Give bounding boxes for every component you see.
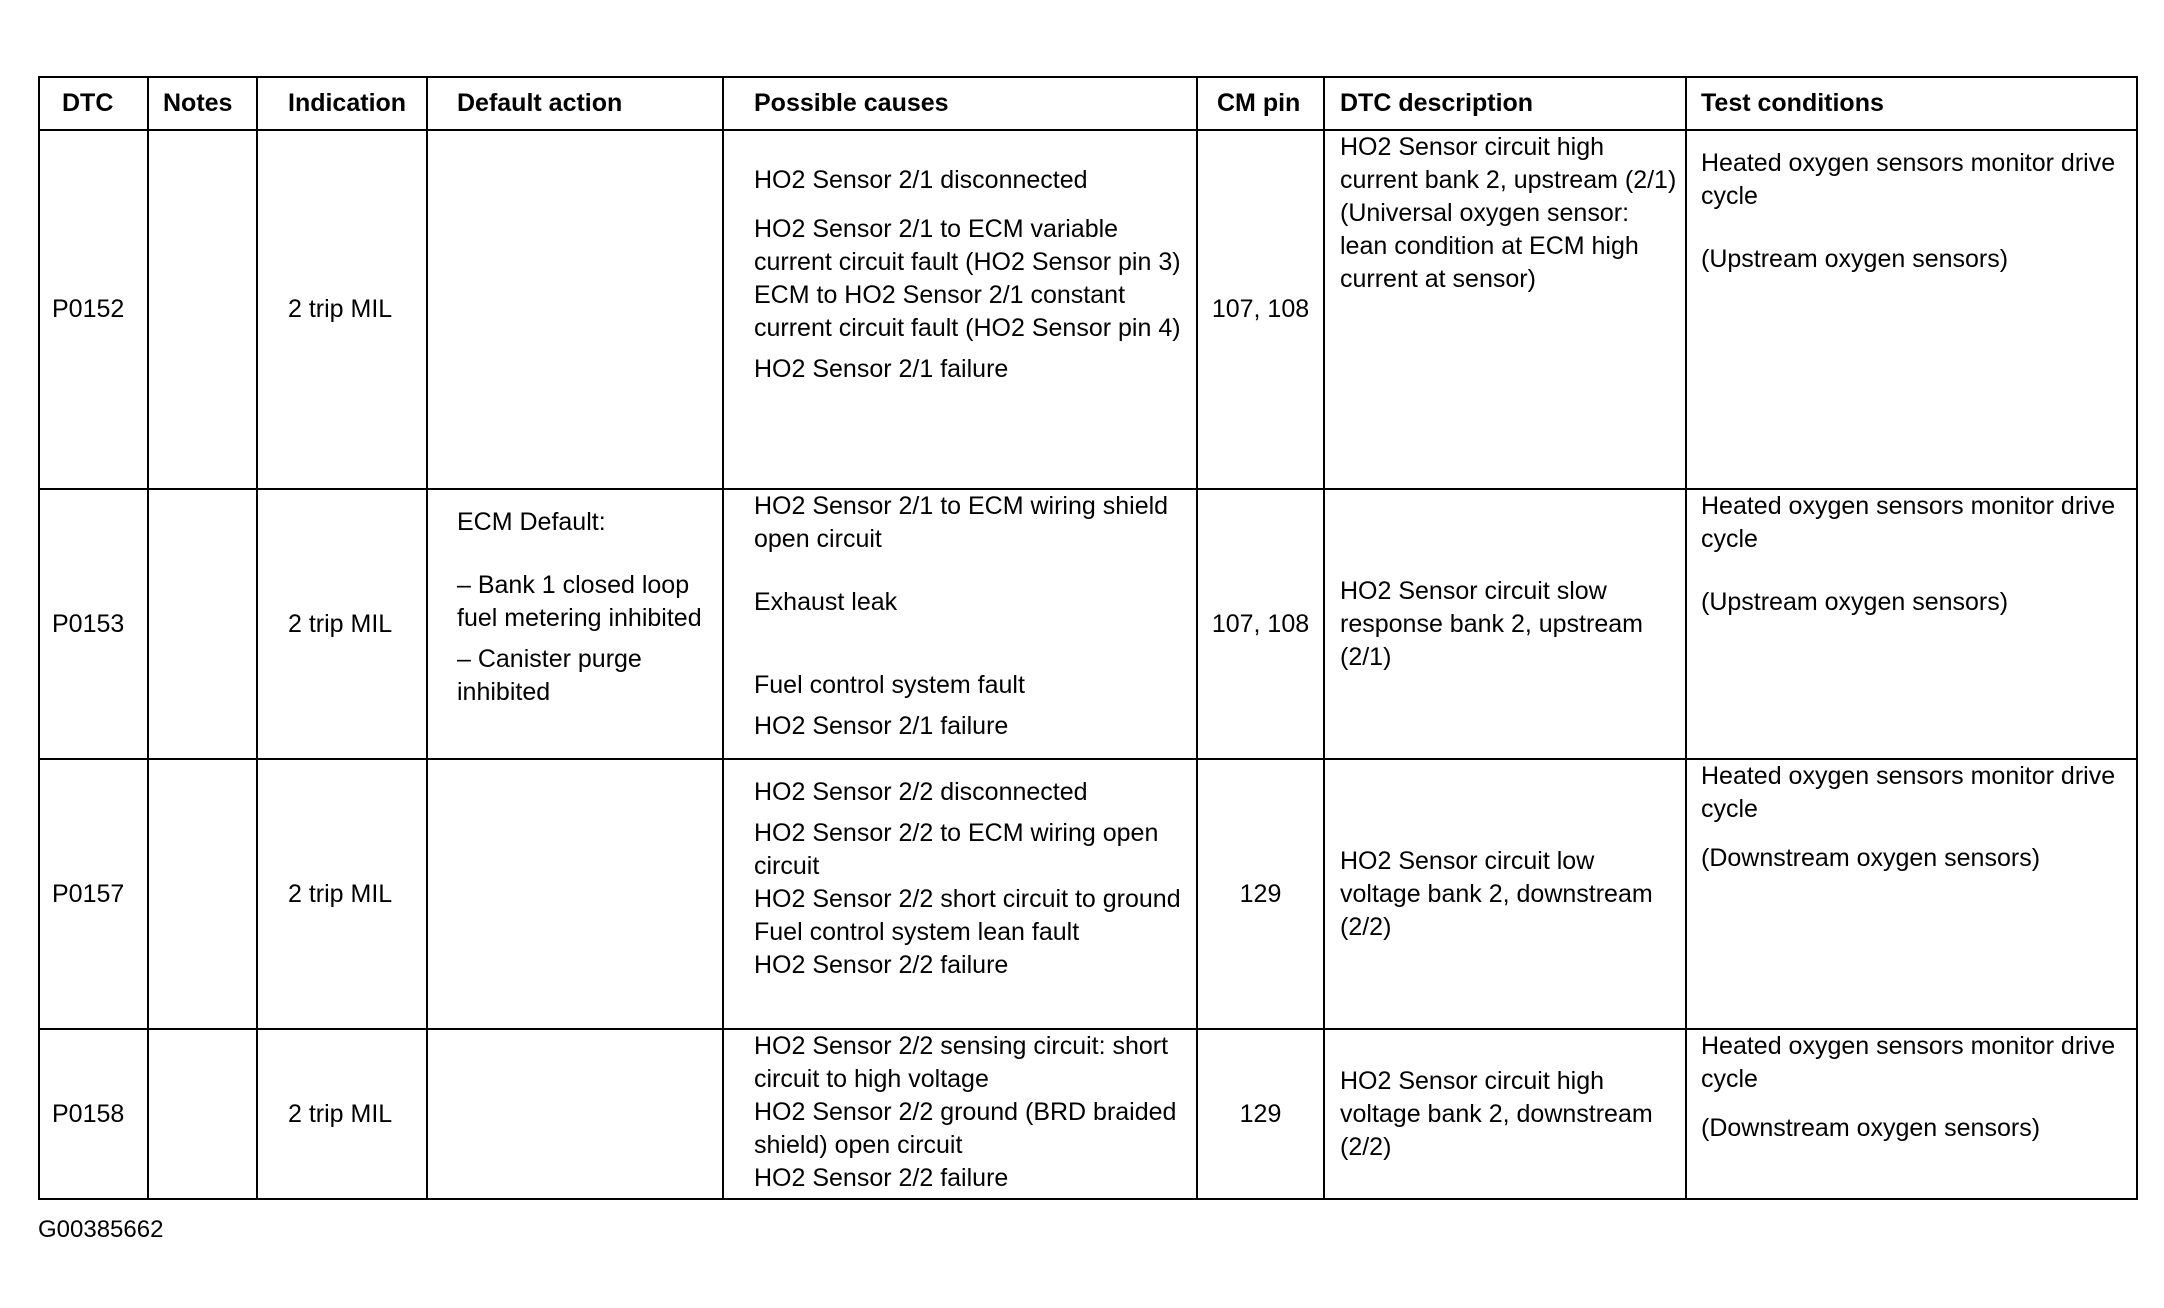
default-action-cell — [427, 1029, 723, 1199]
notes-cell — [148, 489, 257, 759]
description-line: HO2 Sensor circuit low voltage bank 2, downstream (2/2) — [1340, 846, 1653, 941]
default-action-cell — [427, 759, 723, 1029]
cause-item: Exhaust leak — [754, 588, 898, 616]
indication-cell: 2 trip MIL — [257, 759, 427, 1029]
test-line: Heated oxygen sensors monitor drive cycle — [1701, 1032, 2116, 1093]
test-line: Heated oxygen sensors monitor drive cycle — [1701, 492, 2116, 553]
cm-pin-cell: 107, 108 — [1197, 489, 1324, 759]
header-default-action: Default action — [427, 77, 723, 130]
cause-item: HO2 Sensor 2/1 failure — [754, 355, 1009, 383]
possible-causes-cell — [723, 1029, 1197, 1199]
table-row — [39, 759, 2137, 1029]
cause-item: HO2 Sensor 2/2 failure — [754, 1164, 1009, 1192]
cause-item: HO2 Sensor 2/1 to ECM variable current circuit fault (HO2 Sensor pin 3) — [754, 215, 1181, 276]
notes-cell — [148, 1029, 257, 1199]
indication-cell: 2 trip MIL — [257, 489, 427, 759]
dtc-description-cell — [1324, 489, 1686, 759]
cause-item: Fuel control system lean fault — [754, 918, 1080, 946]
cm-pin-cell: 129 — [1197, 1029, 1324, 1199]
header-dtc: DTC — [39, 77, 148, 130]
cause-item: HO2 Sensor 2/1 failure — [754, 712, 1009, 740]
test-conditions-cell — [1686, 759, 2137, 1029]
test-conditions-cell — [1686, 489, 2137, 759]
header-test-conditions: Test conditions — [1686, 77, 2137, 130]
table-row — [39, 1029, 2137, 1199]
default-action-line: ECM Default: — [457, 508, 606, 536]
test-conditions-cell — [1686, 1029, 2137, 1199]
dtc-description-cell — [1324, 1029, 1686, 1199]
cause-item: HO2 Sensor 2/2 to ECM wiring open circuit — [754, 819, 1159, 880]
cause-item: HO2 Sensor 2/2 failure — [754, 951, 1009, 979]
test-line: Heated oxygen sensors monitor drive cycle — [1701, 762, 2116, 823]
test-conditions-cell — [1686, 130, 2137, 489]
dtc-description-cell — [1324, 759, 1686, 1029]
table-row — [39, 130, 2137, 489]
default-action-line: – Canister purge inhibited — [457, 645, 642, 706]
possible-causes-cell — [723, 759, 1197, 1029]
header-dtc-description: DTC description — [1324, 77, 1686, 130]
cause-item: HO2 Sensor 2/1 disconnected — [754, 166, 1088, 194]
header-row — [39, 77, 2137, 130]
header-notes: Notes — [148, 77, 257, 130]
table-row — [39, 489, 2137, 759]
notes-cell — [148, 759, 257, 1029]
test-line: (Upstream oxygen sensors) — [1701, 245, 2009, 273]
dtc-description-cell — [1324, 130, 1686, 489]
description-line: HO2 Sensor circuit high current bank 2, upstream (2/1) — [1340, 133, 1677, 194]
cm-pin-cell: 107, 108 — [1197, 130, 1324, 489]
test-line: Heated oxygen sensors monitor drive cycle — [1701, 149, 2116, 210]
cm-pin-cell: 129 — [1197, 759, 1324, 1029]
dtc-table — [38, 76, 2138, 1200]
default-action-cell — [427, 130, 723, 489]
header-indication: Indication — [257, 77, 427, 130]
cause-item: ECM to HO2 Sensor 2/1 constant current circuit fault (HO2 Sensor pin 4) — [754, 281, 1181, 342]
possible-causes-cell — [723, 130, 1197, 489]
dtc-code: P0152 — [39, 130, 148, 489]
test-line: (Downstream oxygen sensors) — [1701, 844, 2041, 872]
default-action-cell — [427, 489, 723, 759]
cause-item: HO2 Sensor 2/2 ground (BRD braided shield) open circuit — [754, 1098, 1177, 1159]
description-line: HO2 Sensor circuit slow response bank 2, upstream (2/1) — [1340, 576, 1643, 671]
cause-item: Fuel control system fault — [754, 671, 1025, 699]
notes-cell — [148, 130, 257, 489]
cause-item: HO2 Sensor 2/1 to ECM wiring shield open circuit — [754, 492, 1169, 553]
indication-cell: 2 trip MIL — [257, 130, 427, 489]
cause-item: HO2 Sensor 2/2 sensing circuit: short circuit to high voltage — [754, 1032, 1169, 1093]
test-line: (Upstream oxygen sensors) — [1701, 588, 2009, 616]
dtc-code: P0157 — [39, 759, 148, 1029]
header-possible-causes: Possible causes — [723, 77, 1197, 130]
default-action-line: – Bank 1 closed loop fuel metering inhibited — [457, 571, 702, 632]
test-line: (Downstream oxygen sensors) — [1701, 1114, 2041, 1142]
header-cm-pin: CM pin — [1197, 77, 1324, 130]
cause-item: HO2 Sensor 2/2 short circuit to ground — [754, 885, 1181, 913]
dtc-code: P0158 — [39, 1029, 148, 1199]
possible-causes-cell — [723, 489, 1197, 759]
figure-id: G00385662 — [38, 1216, 164, 1243]
description-line: (Universal oxygen sensor: lean condition at ECM high current at sensor) — [1340, 199, 1639, 293]
description-line: HO2 Sensor circuit high voltage bank 2, downstream (2/2) — [1340, 1066, 1653, 1161]
dtc-code: P0153 — [39, 489, 148, 759]
cause-item: HO2 Sensor 2/2 disconnected — [754, 778, 1088, 806]
indication-cell: 2 trip MIL — [257, 1029, 427, 1199]
